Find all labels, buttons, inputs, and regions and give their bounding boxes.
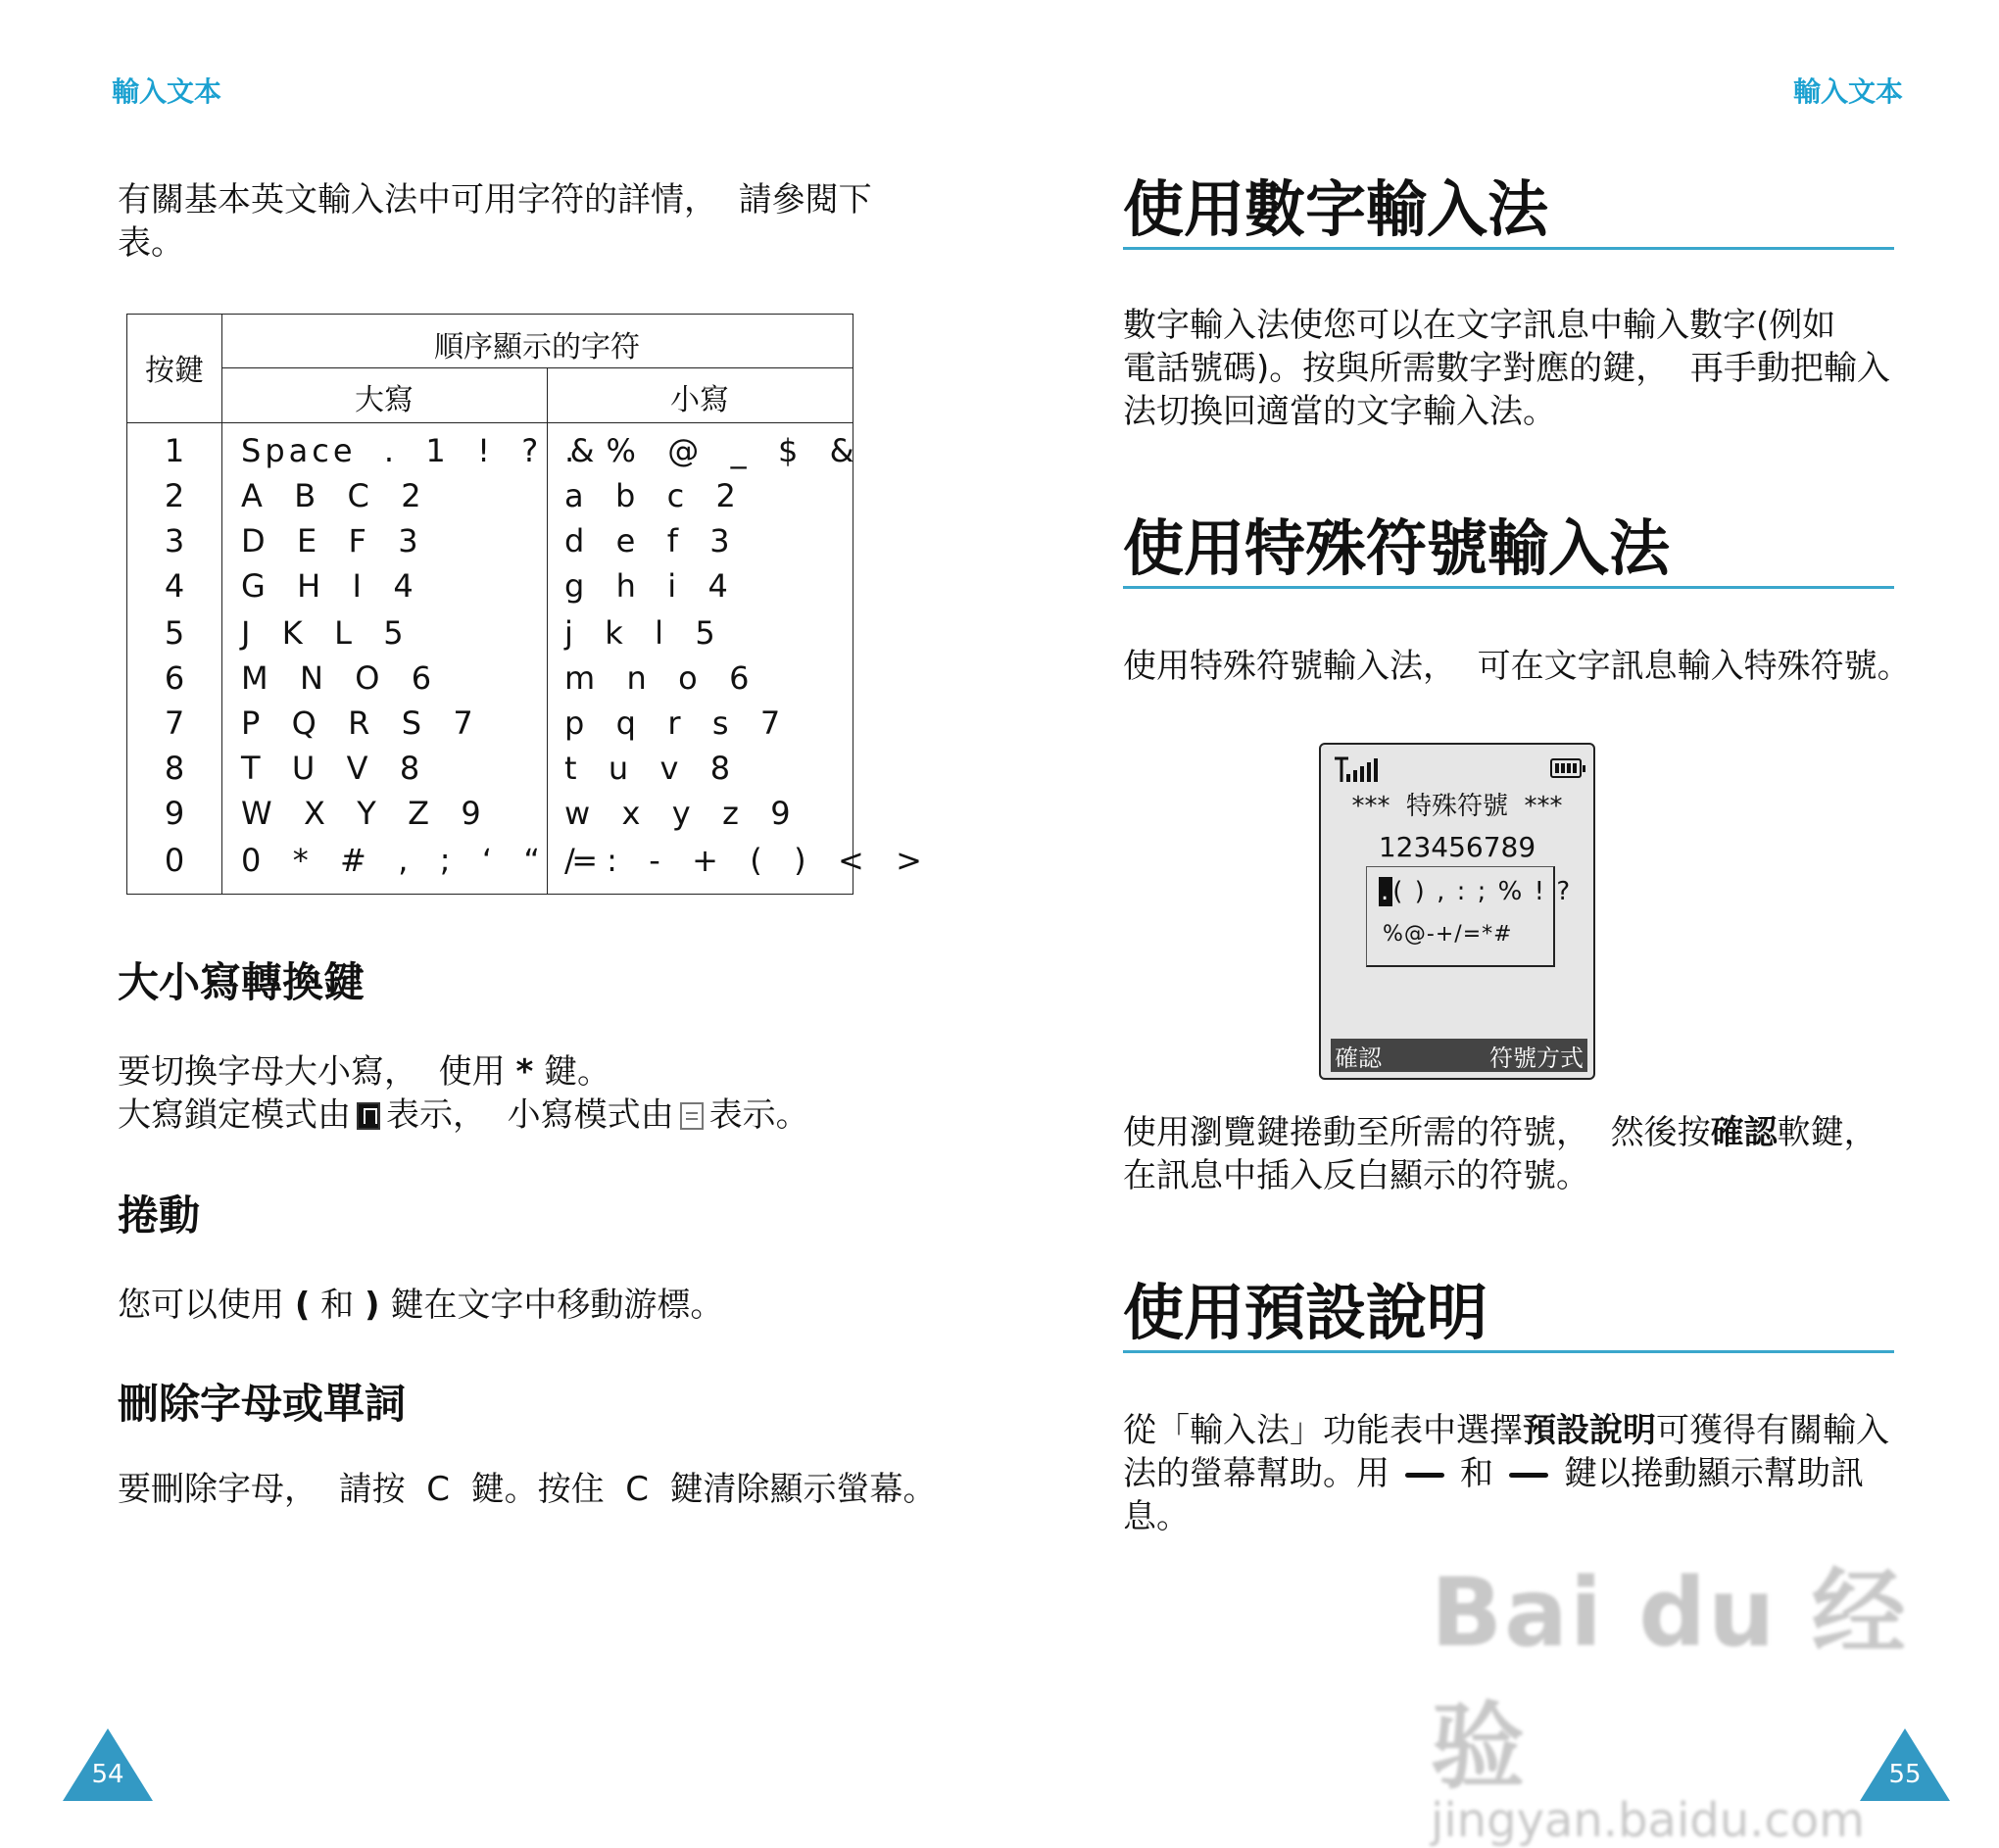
table-cell-lower: a b c 2 <box>564 477 740 514</box>
table-cell-upper: J K L 5 <box>241 614 408 652</box>
symbol-instructions-text: 軟鍵， <box>1777 1113 1877 1152</box>
case-heading: 大小寫轉換鍵 <box>118 958 366 1006</box>
table-cell-upper: A B C 2 <box>241 477 425 514</box>
left-running-header: 輸入文本 <box>112 75 222 108</box>
numeric-text: 數字輸入法使您可以在文字訊息中輸入數字(例如 <box>1123 306 1836 345</box>
table-cell-key: 9 <box>164 795 185 832</box>
watermark-logo-text: Bai du 经验 <box>1431 1558 1908 1802</box>
symbol-row-1 <box>1379 877 1572 906</box>
numeric-text: 法切換回適當的文字輸入法。 <box>1123 392 1556 431</box>
phone-digit-row: 123456789 <box>1378 831 1536 863</box>
phone-screen-illustration <box>1319 743 1595 1080</box>
help-text: 息。 <box>1123 1497 1190 1536</box>
scroll-text: 鍵在文字中移動游標。 <box>390 1286 724 1325</box>
help-paragraph <box>1123 1409 1889 1538</box>
table-cell-lower: m n o 6 <box>564 659 754 697</box>
table-cell-upper: W X Y Z 9 <box>241 795 485 832</box>
caps-lock-mode-icon <box>357 1102 380 1130</box>
help-heading: 使用預設說明 <box>1123 1276 1894 1353</box>
table-cell-lower: g h i 4 <box>564 567 732 605</box>
table-cell-upper: T U V 8 <box>241 750 424 787</box>
softkey-symbol-mode: 符號方式 <box>1489 1044 1584 1072</box>
case-text: 要切換字母大小寫， 使用 <box>118 1052 506 1092</box>
numeric-mode-heading: 使用數字輸入法 <box>1123 172 1894 250</box>
symbol-instructions-paragraph <box>1123 1111 1877 1197</box>
default-help-label: 預設說明 <box>1523 1411 1656 1450</box>
right-running-header: 輸入文本 <box>1793 75 1904 108</box>
table-cell-key: 3 <box>164 522 185 559</box>
help-text: 法的螢幕幫助。用 <box>1123 1454 1390 1493</box>
up-softkey-icon <box>1405 1473 1444 1478</box>
star-key: * <box>515 1052 534 1092</box>
help-text: 從「輸入法」功能表中選擇 <box>1123 1411 1523 1450</box>
table-cell-key: 5 <box>164 614 185 652</box>
delete-heading: 刪除字母或單詞 <box>118 1380 407 1428</box>
col-header-lower: 小寫 <box>670 383 729 417</box>
baidu-watermark <box>1431 1538 1999 1848</box>
battery-icon <box>1550 758 1582 778</box>
table-cell-lower: / : - + ( ) < > <box>564 842 926 879</box>
character-table <box>126 314 926 895</box>
col-header-group: 順序顯示的字符 <box>434 330 640 365</box>
left-key: ( <box>294 1286 311 1325</box>
page-number-left: 54 <box>91 1760 124 1789</box>
scroll-text: 和 <box>320 1286 355 1325</box>
right-key: ) <box>364 1286 380 1325</box>
numeric-text: 電話號碼)。按與所需數字對應的鍵， 再手動把輸入 <box>1123 349 1890 388</box>
table-cell-key: 0 <box>164 842 185 879</box>
table-cell-upper: 0 * # , ; ‘ “ = <box>241 842 603 879</box>
case-text: 表示， 小寫模式由 <box>386 1095 674 1135</box>
table-cell-lower: d e f 3 <box>564 522 734 559</box>
scroll-text: 您可以使用 <box>118 1286 284 1325</box>
table-cell-upper: P Q R S 7 <box>241 705 477 742</box>
intro-paragraph <box>118 178 872 265</box>
confirm-softkey-label: 確認 <box>1710 1113 1778 1152</box>
numeric-mode-paragraph <box>1123 304 1890 433</box>
table-cell-key: 4 <box>164 567 185 605</box>
symbol-instructions-text: 在訊息中插入反白顯示的符號。 <box>1123 1156 1589 1195</box>
symbol-instructions-text: 使用瀏覽鍵捲動至所需的符號， 然後按 <box>1123 1113 1711 1152</box>
signal-strength-icon <box>1335 756 1388 782</box>
case-text: 鍵。 <box>544 1052 611 1092</box>
phone-mode-title: *** 特殊符號 *** <box>1351 792 1563 821</box>
intro-line-2: 表。 <box>118 223 184 263</box>
lowercase-mode-icon <box>680 1102 704 1130</box>
table-cell-lower: . % @ _ $ & <box>564 432 858 469</box>
softkey-confirm: 確認 <box>1335 1044 1382 1072</box>
table-cell-upper: M N O 6 <box>241 659 436 697</box>
table-cell-upper: G H I 4 <box>241 567 417 605</box>
table-cell-key: 1 <box>164 432 185 469</box>
delete-paragraph: 要刪除字母， 請按 C 鍵。按住 C 鍵清除顯示螢幕。 <box>118 1470 937 1509</box>
symbol-picker <box>1366 866 1573 967</box>
col-header-key: 按鍵 <box>145 354 204 388</box>
case-text: 表示。 <box>708 1095 809 1135</box>
table-divider <box>221 367 853 368</box>
table-cell-key: 6 <box>164 659 185 697</box>
phone-softkey-bar <box>1331 1039 1587 1072</box>
case-paragraph <box>118 1050 809 1137</box>
table-cell-lower: j k l 5 <box>564 614 719 652</box>
help-text: 可獲得有關輸入 <box>1656 1411 1889 1450</box>
down-softkey-icon <box>1509 1473 1548 1478</box>
help-text: 和 <box>1460 1454 1493 1493</box>
page-number-right: 55 <box>1888 1760 1922 1789</box>
table-cell-key: 2 <box>164 477 185 514</box>
scroll-heading: 捲動 <box>118 1191 201 1240</box>
symbol-row-2: %@-+/=*# <box>1383 922 1513 947</box>
scroll-paragraph <box>118 1284 723 1327</box>
table-cell-key: 7 <box>164 705 185 742</box>
table-divider <box>127 422 853 423</box>
table-cell-key: 8 <box>164 750 185 787</box>
help-text: 鍵以捲動顯示幫助訊 <box>1564 1454 1864 1493</box>
table-cell-upper: D E F 3 <box>241 522 422 559</box>
symbol-row-1-text: ( ) , : ; % ! ? <box>1392 877 1573 906</box>
col-header-upper: 大寫 <box>355 383 414 417</box>
symbol-mode-paragraph: 使用特殊符號輸入法， 可在文字訊息輸入特殊符號。 <box>1123 647 1911 686</box>
symbol-mode-heading: 使用特殊符號輸入法 <box>1123 511 1894 589</box>
intro-line-1: 有關基本英文輸入法中可用字符的詳情， 請參閱下 <box>118 180 872 219</box>
case-text: 大寫鎖定模式由 <box>118 1095 351 1135</box>
table-cell-lower: w x y z 9 <box>564 795 795 832</box>
table-cell-lower: t u v 8 <box>564 750 735 787</box>
table-cell-upper: Space . 1 ! ? & <box>241 432 599 469</box>
table-cell-lower: p q r s 7 <box>564 705 785 742</box>
watermark-url: jingyan.baidu.com <box>1431 1793 1865 1848</box>
highlighted-symbol: . <box>1381 877 1391 906</box>
